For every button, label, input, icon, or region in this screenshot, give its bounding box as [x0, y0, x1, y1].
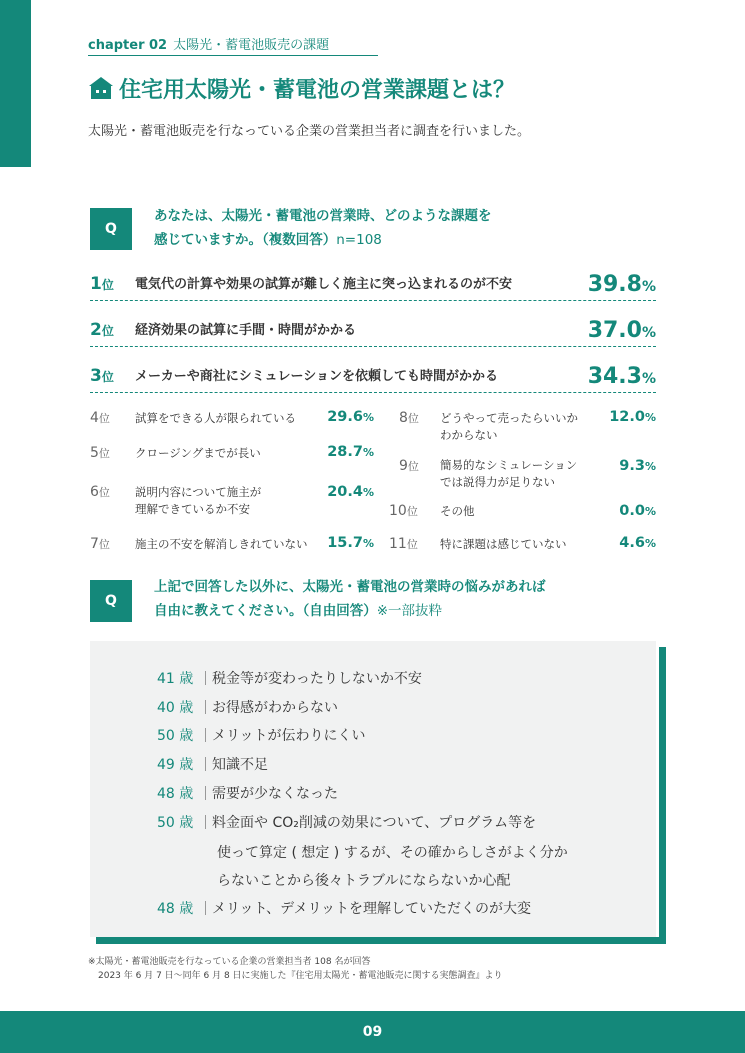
- answer-divider: [205, 786, 206, 800]
- answer-box-shadow-bottom: [96, 937, 666, 944]
- answer-item: [157, 726, 365, 746]
- rank-percentage: 39.8%: [587, 272, 656, 297]
- footnote-line2: 2023 年 6 月 7 日〜同年 6 月 8 日に実施した『住宅用太陽光・蓄電池販売に関する実態調査』より: [98, 971, 503, 981]
- answer-age: 49 歳: [157, 757, 194, 773]
- question-2-line1: 上記で回答した以外に、太陽光・蓄電池の営業時の悩みがあれば: [154, 579, 546, 595]
- rank-text: メーカーや商社にシミュレーションを依頼しても時間がかかる: [135, 369, 498, 384]
- question-badge: Q: [90, 580, 132, 622]
- answer-item: [157, 755, 268, 775]
- page-title: 住宅用太陽光・蓄電池の営業課題とは？: [119, 78, 516, 103]
- question-1-text: [154, 204, 492, 252]
- rank-percentage: 15.7%: [327, 535, 374, 551]
- rank-number: 9位: [399, 458, 419, 474]
- rank-text: 簡易的なシミュレーション では説得力が足りない: [440, 458, 578, 489]
- rank-number: 6位: [90, 484, 110, 500]
- rank-percentage: 20.4%: [327, 484, 374, 500]
- answer-item: [157, 899, 531, 919]
- rank-number: 7位: [90, 536, 110, 552]
- answer-text: 知識不足: [212, 757, 268, 773]
- rank-text: 経済効果の試算に手間・時間がかかる: [135, 323, 357, 338]
- answer-box-shadow-right: [659, 647, 666, 944]
- answer-text-continued: らないことから後々トラブルにならないか心配: [217, 873, 511, 889]
- rank-number: 3位: [90, 366, 114, 386]
- answer-divider: [205, 700, 206, 714]
- answer-item: [157, 669, 422, 689]
- question-2-line2: 自由に教えてください。（自由回答）: [154, 603, 377, 619]
- rank-text: どうやって売ったらいいか わからない: [440, 411, 578, 442]
- side-accent-bar: [0, 0, 31, 167]
- rank-percentage: 28.7%: [327, 444, 374, 460]
- rank-row-2: [90, 313, 656, 347]
- answer-age: 50 歳: [157, 815, 194, 831]
- chapter-number: chapter 02: [88, 38, 168, 53]
- page-number: 09: [362, 1024, 383, 1040]
- answer-text: 税金等が変わったりしないか不安: [212, 671, 422, 687]
- rank-text: クロージングまでが長い: [135, 446, 261, 460]
- rank-number: 11位: [389, 536, 418, 552]
- rank-text: 試算をできる人が限られている: [135, 411, 296, 425]
- rank-percentage: 4.6%: [619, 535, 656, 551]
- question-badge: Q: [90, 208, 132, 250]
- answer-divider: [205, 901, 206, 915]
- answer-age: 48 歳: [157, 786, 194, 802]
- answer-divider: [205, 815, 206, 829]
- rank-percentage: 9.3%: [619, 458, 656, 474]
- rank-row-1: [90, 267, 656, 301]
- answer-divider: [205, 757, 206, 771]
- rank-percentage: 12.0%: [609, 409, 656, 425]
- rank-text: 電気代の計算や効果の試算が難しく施主に突っ込まれるのが不安: [135, 277, 513, 292]
- page-intro: 太陽光・蓄電池販売を行なっている企業の営業担当者に調査を行いました。: [88, 124, 531, 139]
- answer-item: [157, 698, 338, 718]
- answer-age: 41 歳: [157, 671, 194, 687]
- rank-row-3: [90, 359, 656, 393]
- answer-item: [157, 784, 338, 804]
- chapter-subtitle: 太陽光・蓄電池販売の課題: [173, 38, 330, 53]
- rank-number: 1位: [90, 274, 114, 294]
- question-2-text: [154, 575, 546, 623]
- rank-text: 特に課題は感じていない: [440, 537, 567, 551]
- answer-age: 50 歳: [157, 728, 194, 744]
- answer-text: メリット、デメリットを理解していただくのが大変: [212, 901, 532, 917]
- answer-divider: [205, 728, 206, 742]
- answer-item: [157, 813, 536, 833]
- answer-text: メリットが伝わりにくい: [212, 728, 366, 744]
- rank-number: 10位: [389, 503, 418, 519]
- rank-number: 8位: [399, 410, 419, 426]
- question-1-line1: あなたは、太陽光・蓄電池の営業時、どのような課題を: [154, 208, 492, 224]
- rank-text: その他: [440, 504, 475, 518]
- rank-percentage: 29.6%: [327, 409, 374, 425]
- question-2-note: ※一部抜粋: [376, 603, 443, 619]
- rank-number: 4位: [90, 410, 110, 426]
- question-1-sample-size: n=108: [336, 232, 382, 248]
- rank-number: 2位: [90, 320, 114, 340]
- house-icon: [88, 76, 114, 100]
- answer-divider: [205, 671, 206, 685]
- answer-text-continued: 使って算定 ( 想定 ) するが、その確からしさがよく分か: [217, 845, 568, 861]
- rank-text: 説明内容について施主が 理解できているか不安: [135, 485, 262, 516]
- chapter-label: [88, 34, 329, 53]
- answer-text: お得感がわからない: [212, 700, 338, 716]
- answer-age: 48 歳: [157, 901, 194, 917]
- answer-age: 40 歳: [157, 700, 194, 716]
- rank-percentage: 37.0%: [587, 318, 656, 343]
- footnote-line1: ※太陽光・蓄電池販売を行なっている企業の営業担当者 108 名が回答: [88, 957, 371, 967]
- answer-text: 需要が少なくなった: [212, 786, 338, 802]
- rank-text: 施主の不安を解消しきれていない: [135, 537, 308, 551]
- rank-number: 5位: [90, 445, 110, 461]
- answer-text: 料金面や CO₂削減の効果について、プログラム等を: [212, 815, 537, 831]
- question-1-line2: 感じていますか。（複数回答）: [154, 232, 337, 248]
- chapter-divider: [88, 55, 378, 56]
- rank-percentage: 34.3%: [587, 364, 656, 389]
- rank-percentage: 0.0%: [619, 503, 656, 519]
